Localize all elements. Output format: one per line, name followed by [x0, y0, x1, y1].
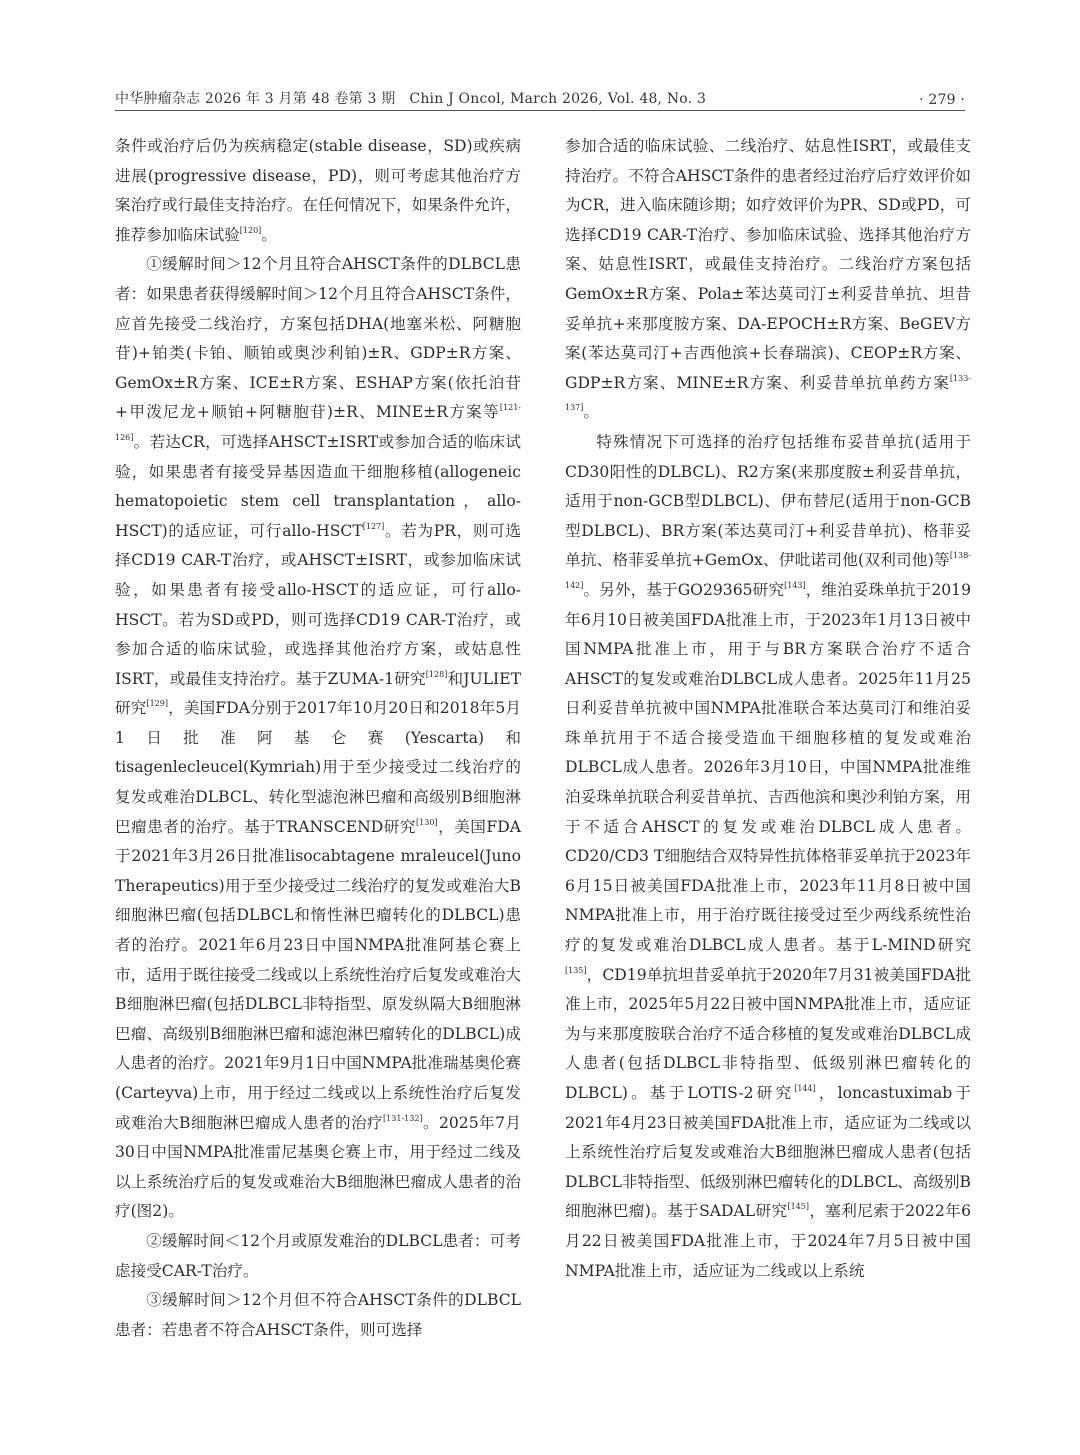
- paragraph: [565, 132, 971, 428]
- running-header: [115, 86, 965, 108]
- text-run: 。若为PR，则可选择CD19 CAR-T治疗，或AHSCT±ISRT，或参加临床试验，如果患者有接受allo-HSCT的适应证，可行allo-HSCT。若为SD或PD，则可选择CD19 CAR-T治疗，或参加合适的临床试验，或选择其他治疗方案，或姑息性ISRT，或最佳支持治疗。基于ZUMA-1研究: [115, 521, 521, 688]
- text-run: 特殊情况下可选择的治疗包括维布妥昔单抗(适用于CD30阳性的DLBCL)、R2方案(来那度胺±利妥昔单抗，适用于non-GCB型DLBCL)、伊布替尼(适用于non-GCB型DLBCL)、BR方案(苯达莫司汀+利妥昔单抗)、格菲妥单抗、格菲妥单抗+GemOx、伊吡诺司他(双利司他)等: [565, 432, 971, 570]
- text-run: ，CD19单抗坦昔妥单抗于2020年7月31被美国FDA批准上市，2025年5月22日被中国NMPA批准上市，适应证为与来那度胺联合治疗不适合移植的复发或难治DLBCL成人患者(包括DLBCL非特指型、低级别淋巴瘤转化的DLBCL)。基于LOTIS-2研究: [565, 965, 971, 1102]
- text-run: ，维泊妥珠单抗于2019年6月10日被美国FDA批准上市，于2023年1月13日被中国NMPA批准上市，用于与BR方案联合治疗不适合AHSCT的复发或难治DLBCL成人患者。2025年11月25日利妥昔单抗被中国NMPA批准联合苯达莫司汀和维泊妥珠单抗用于不适合接受造血干细胞移植的复发或难治DLBCL成人患者。2026年3月10日，中国NMPA批准维泊妥珠单抗联合利妥昔单抗、吉西他滨和奥沙利铂方案，用于不适合AHSCT的复发或难治DLBCL成人患者。CD20/CD3 T细胞结合双特异性抗体格菲妥单抗于2023年6月15日被美国FDA批准上市，2023年11月8日被中国NMPA批准上市，用于治疗既往接受过至少两线系统性治疗的复发或难治DLBCL成人患者。基于L-MIND研究: [565, 580, 971, 955]
- header-divider: [115, 110, 965, 111]
- citation-ref: [130]: [416, 817, 438, 827]
- text-run: 。若达CR，可选择AHSCT±ISRT或参加合适的临床试验，如果患者有接受异基因造血干细胞移植(allogeneic hematopoietic stem cell transplantation，allo-HSCT)的适应证，可行allo-HSCT: [115, 432, 521, 540]
- citation-ref: [145]: [787, 1202, 809, 1212]
- text-run: ③缓解时间＞12个月但不符合AHSCT条件的DLBCL患者：若患者不符合AHSCT条件，则可选择: [115, 1291, 521, 1339]
- header-journal-info: [115, 88, 706, 108]
- citation-ref: [128]: [425, 669, 448, 679]
- citation-ref: [143]: [784, 580, 806, 590]
- text-run: ，美国FDA分别于2017年10月20日和2018年5月1日批准阿基仑赛(Yescarta)和tisagenlecleucel(Kymriah)用于至少接受过二线治疗的复发或难治DLBCL、转化型滤泡淋巴瘤和高级别B细胞淋巴瘤患者的治疗。基于TRANSCEND研究: [115, 699, 521, 836]
- text-run: ②缓解时间＜12个月或原发难治的DLBCL患者：可考虑接受CAR-T治疗。: [115, 1231, 521, 1280]
- citation-ref: [121-126]: [115, 403, 521, 442]
- citation-ref: [127]: [362, 521, 385, 531]
- text-run: 。: [583, 403, 599, 422]
- page-number: · 279 ·: [919, 92, 965, 108]
- right-column: [565, 132, 971, 1286]
- header-journal-en: Chin J Oncol, March 2026, Vol. 48, No. 3: [409, 91, 707, 107]
- text-run: ，塞利尼索于2022年6月22日被美国FDA批准上市，于2024年7月5日被中国NMPA批准上市，适应证为二线或以上系统: [565, 1202, 971, 1280]
- paragraph: [115, 132, 521, 250]
- text-run: ①缓解时间＞12个月且符合AHSCT条件的DLBCL患者：如果患者获得缓解时间＞12个月且符合AHSCT条件，应首先接受二线治疗，方案包括DHA(地塞米松、阿糖胞苷)+铂类(卡铂、顺铂或奥沙利铂)±R、GDP±R方案、GemOx±R方案、ICE±R方案、ESHAP方案(依托泊苷+甲泼尼龙+顺铂+阿糖胞苷)±R、MINE±R方案等: [115, 255, 521, 422]
- text-run: 和JULIET研究: [115, 669, 521, 718]
- paragraph: [115, 1286, 521, 1345]
- citation-ref: [138-142]: [565, 551, 971, 590]
- citation-ref: [135]: [565, 965, 587, 975]
- text-run: 。2025年7月30日中国NMPA批准雷尼基奥仑赛上市，用于经过二线及以上系统治疗后的复发或难治大B细胞淋巴瘤成人患者的治疗(图2)。: [115, 1113, 521, 1221]
- citation-ref: [133-137]: [565, 373, 971, 413]
- paragraph: [115, 1227, 521, 1286]
- paragraph: [115, 250, 521, 1227]
- text-run: 。: [261, 225, 277, 244]
- text-run: 参加合适的临床试验、二线治疗、姑息性ISRT，或最佳支持治疗。不符合AHSCT条件的患者经过治疗后疗效评价如为CR，进入临床随诊期；如疗效评价为PR、SD或PD，可选择CD19 CAR-T治疗、参加临床试验、选择其他治疗方案、姑息性ISRT，或最佳支持治疗。二线治疗方案包括GemOx±R方案、Pola±苯达莫司汀±利妥昔单抗、坦昔妥单抗+来那度胺方案、DA-EPOCH±R方案、BeGEV方案(苯达莫司汀+吉西他滨+长春瑞滨)、CEOP±R方案、GDP±R方案、MINE±R方案、利妥昔单抗单药方案: [565, 137, 971, 392]
- text-run: ，美国FDA于2021年3月26日批准lisocabtagene mraleucel(Juno Therapeutics)用于至少接受过二线治疗的复发或难治大B细胞淋巴瘤(包括DLBCL和惰性淋巴瘤转化的DLBCL)患者的治疗。2021年6月23日中国NMPA批准阿基仑赛上市，适用于既往接受二线或以上系统性治疗后复发或难治大B细胞淋巴瘤(包括DLBCL非特指型、原发纵隔大B细胞淋巴瘤、高级别B细胞淋巴瘤和滤泡淋巴瘤转化的DLBCL)成人患者的治疗。2021年9月1日中国NMPA批准瑞基奥伦赛(Carteyva)上市，用于经过二线或以上系统性治疗后复发或难治大B细胞淋巴瘤成人患者的治疗: [115, 817, 521, 1132]
- citation-ref: [129]: [146, 699, 168, 709]
- citation-ref: [131-132]: [383, 1113, 423, 1123]
- text-run: 。另外，基于GO29365研究: [583, 580, 785, 599]
- text-run: ，loncastuximab于2021年4月23日被美国FDA批准上市，适应证为二线或以上系统性治疗后复发或难治大B细胞淋巴瘤成人患者(包括DLBCL非特指型、低级别淋巴瘤转化的DLBCL、高级别B细胞淋巴瘤)。基于SADAL研究: [565, 1084, 972, 1221]
- citation-ref: [120]: [239, 225, 262, 235]
- left-column: [115, 132, 521, 1345]
- text-run: 条件或治疗后仍为疾病稳定(stable disease，SD)或疾病进展(progressive disease，PD)，则可考虑其他治疗方案治疗或行最佳支持治疗。在任何情况下，如果条件允许，推荐参加临床试验: [115, 137, 521, 244]
- citation-ref: [144]: [794, 1084, 816, 1093]
- header-journal-cn: 中华肿瘤杂志 2026 年 3 月第 48 卷第 3 期: [115, 91, 396, 107]
- paragraph: [565, 428, 971, 1286]
